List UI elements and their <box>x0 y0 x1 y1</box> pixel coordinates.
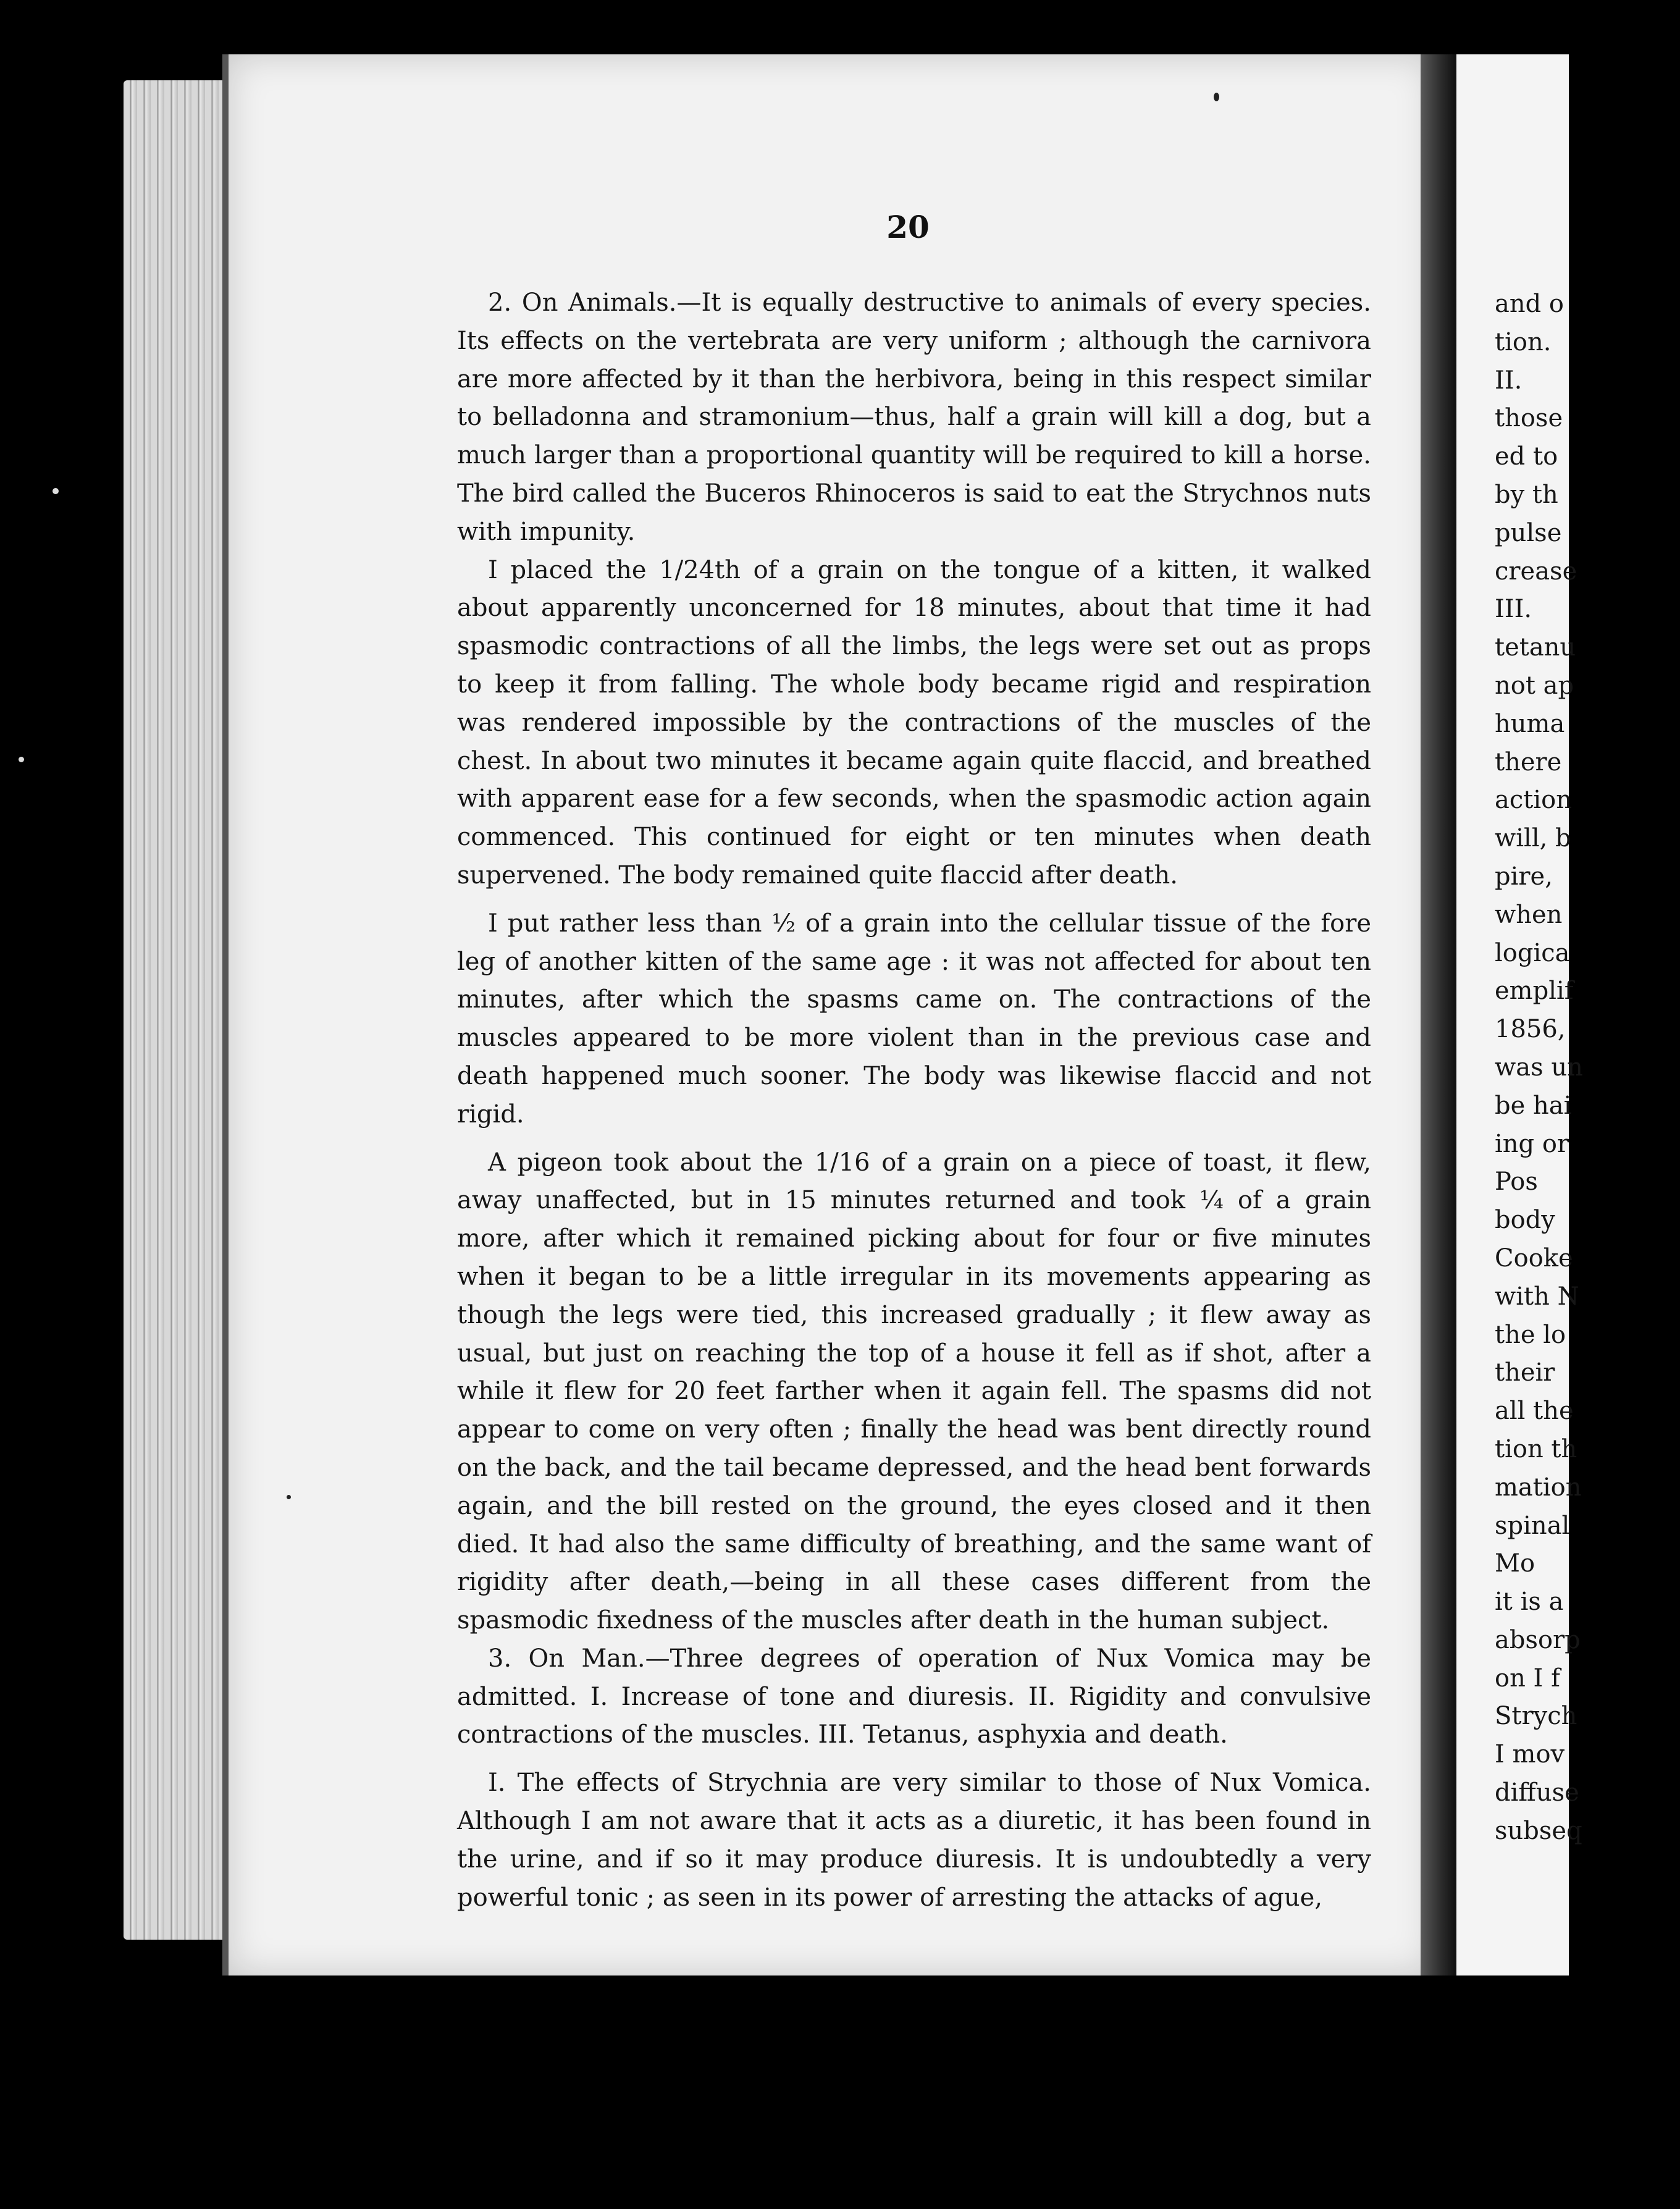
scan-speck <box>52 488 59 494</box>
facing-line: will, b <box>1495 824 1571 853</box>
facing-line: when <box>1495 900 1563 929</box>
facing-line: the lo <box>1495 1320 1566 1349</box>
facing-line: not ap <box>1495 671 1574 700</box>
facing-line: body <box>1495 1206 1555 1235</box>
paragraph-kitten-foreleg: I put rather less than ½ of a grain into the cellular tissue of the fore leg of another kitten of the same age : it was not affected for about ten minutes, after which the spasms came on. The contractions of the muscles appeared to be more violent than in the previous case and death happened much sooner. The body was likewise flaccid and not rigid. <box>457 909 1371 1129</box>
scan-speck <box>1214 93 1219 101</box>
facing-line: Strych <box>1495 1702 1577 1731</box>
facing-line: action <box>1495 786 1572 815</box>
page-number: 20 <box>886 209 930 245</box>
facing-line: 1856, <box>1495 1015 1566 1044</box>
facing-line: on I f <box>1495 1664 1560 1693</box>
paragraph-pigeon: A pigeon took about the 1/16 of a grain on a piece of toast, it flew, away unaffected, but in 15 minutes returned and took ¼ of a grain more, after which it remained picking about for four or five minutes when it began to be a little irregular in its movements appearing as though the legs were tied, this increased gradually ; it flew away as usual, but just on reaching the top of a house it fell as if shot, after a while it flew for 20 feet farther when it again fell. The spasms did not appear to come on very often ; finally the head was bent directly round on the back, and the tail became depressed, and the head bent forwards again, and the bill rested on the ground, the eyes closed and it then died. It had also the same difficulty of breathing, and the same want of rigidity after death,—being in all these cases different from the spasmodic fixedness of the muscles after death in the human subject. <box>457 1148 1371 1635</box>
book-gutter <box>1421 54 1456 1975</box>
facing-line: pulse <box>1495 518 1562 547</box>
facing-line: all the <box>1495 1397 1574 1426</box>
scan-speck <box>19 757 24 762</box>
paragraph-on-animals: 2. On Animals.—It is equally destructive to animals of every species. Its effects on the vertebrata are very uniform ; although the carnivora are more affected by it than the herbivora, being in this respect similar to belladonna and stramonium—thus, half a grain will kill a dog, but a much larger than a proportional quantity will be required to kill a horse. The bird called the Buceros Rhinoceros is said to eat the Strychnos nuts with impunity. <box>457 288 1371 546</box>
facing-line: with N <box>1495 1282 1579 1311</box>
scan-speck <box>287 1495 291 1499</box>
facing-line: ing or <box>1495 1129 1569 1158</box>
facing-line: was un <box>1495 1053 1583 1082</box>
facing-line: logica <box>1495 938 1570 967</box>
facing-line: there <box>1495 747 1562 776</box>
facing-line: I mov <box>1495 1740 1565 1769</box>
facing-line: III. <box>1495 595 1532 624</box>
main-text-block <box>457 284 1371 1917</box>
facing-line: it is a <box>1495 1588 1564 1617</box>
facing-line: crease <box>1495 557 1577 586</box>
facing-line: pire, <box>1495 862 1553 891</box>
facing-line: spinal <box>1495 1511 1570 1540</box>
paragraph-strychnia-effects: I. The effects of Strychnia are very similar to those of Nux Vomica. Although I am not aware that it acts as a diuretic, it has been found in the urine, and if so it may produce diuresis. It is undoubtedly a very powerful tonic ; as seen in its power of arresting the attacks of ague, <box>457 1769 1371 1912</box>
facing-page-text <box>1495 285 1680 1851</box>
facing-line: those <box>1495 404 1563 433</box>
facing-line: tion th <box>1495 1434 1577 1463</box>
facing-line: absorp <box>1495 1625 1581 1654</box>
facing-line: Pos <box>1495 1168 1538 1197</box>
facing-line: tetanu <box>1495 633 1576 662</box>
facing-line: their <box>1495 1358 1555 1387</box>
facing-line: Mo <box>1495 1549 1535 1578</box>
facing-line: diffuse <box>1495 1778 1579 1807</box>
facing-line: ed to <box>1495 442 1558 471</box>
paragraph-kitten-tongue: I placed the 1/24th of a grain on the tongue of a kitten, it walked about apparently unconcerned for 18 minutes, about that time it had spasmodic contractions of all the limbs, the legs were set out as props to keep it from falling. The whole body became rigid and respiration was rendered impossible by the contractions of the muscles of the chest. In about two minutes it became again quite flaccid, and breathed with apparent ease for a few seconds, when the spasmodic action again commenced. This continued for eight or ten minutes when death supervened. The body remained quite flaccid after death. <box>457 555 1371 890</box>
facing-line: and o <box>1495 290 1564 318</box>
facing-line: huma <box>1495 709 1565 738</box>
facing-line: II. <box>1495 366 1522 395</box>
facing-line: tion. <box>1495 327 1552 356</box>
facing-line: by th <box>1495 480 1558 509</box>
facing-line: be hai <box>1495 1091 1572 1120</box>
facing-line: emplif <box>1495 977 1574 1006</box>
paragraph-on-man: 3. On Man.—Three degrees of operation of Nux Vomica may be admitted. I. Increase of tone and diuresis. II. Rigidity and convulsive contractions of the muscles. III. Tetanus, asphyxia and death. <box>457 1644 1371 1749</box>
facing-line: mation <box>1495 1473 1582 1502</box>
facing-line: Cooke <box>1495 1243 1573 1273</box>
facing-line: subseq <box>1495 1816 1582 1845</box>
